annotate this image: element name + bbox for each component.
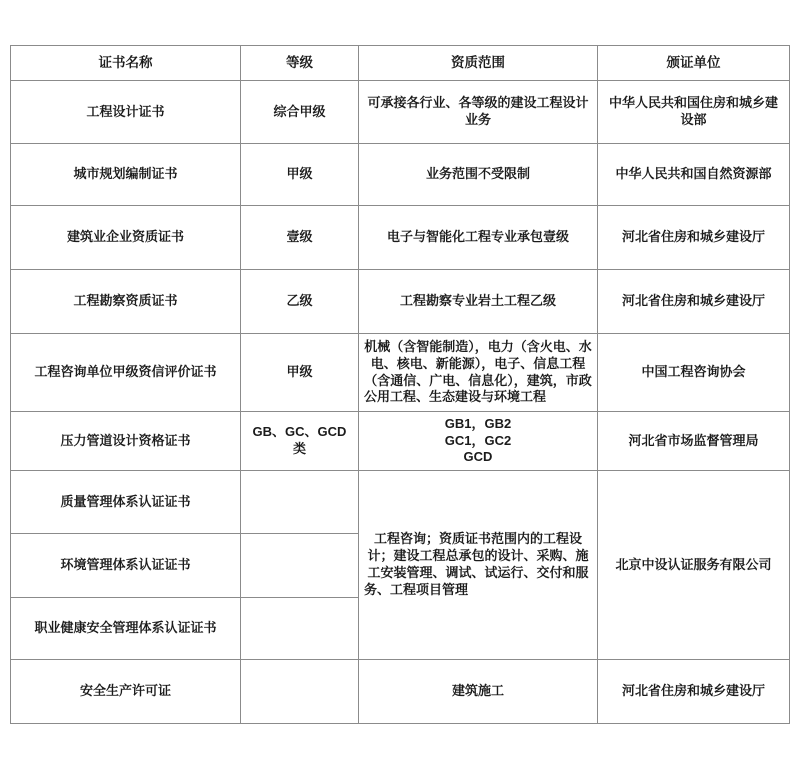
table-row — [11, 144, 790, 206]
cert-name-cell: 城市规划编制证书 — [11, 144, 241, 206]
header-row — [11, 46, 790, 81]
issuer-cell: 河北省住房和城乡建设厅 — [598, 660, 790, 724]
cert-name-cell: 质量管理体系认证证书 — [11, 471, 241, 534]
scope-cell: 机械（含智能制造），电力（含火电、水电、核电、新能源），电子、信息工程（含通信、广电、信息化），建筑，市政公用工程、生态建设与环境工程 — [359, 334, 598, 412]
issuer-cell-merged: 北京中设认证服务有限公司 — [598, 471, 790, 660]
header-cert-name: 证书名称 — [11, 46, 241, 81]
table-row — [11, 81, 790, 144]
issuer-cell: 中华人民共和国住房和城乡建设部 — [598, 81, 790, 144]
level-cell: 壹级 — [241, 206, 359, 270]
cert-name-cell: 建筑业企业资质证书 — [11, 206, 241, 270]
table-row — [11, 660, 790, 724]
header-scope: 资质范围 — [359, 46, 598, 81]
scope-line: GB1，GB2 — [444, 415, 512, 431]
level-cell — [241, 534, 359, 598]
cert-name-cell: 压力管道设计资格证书 — [11, 412, 241, 471]
issuer-cell: 中华人民共和国自然资源部 — [598, 144, 790, 206]
cert-name-cell: 环境管理体系认证证书 — [11, 534, 241, 598]
level-cell — [241, 660, 359, 724]
header-issuer: 颁证单位 — [598, 46, 790, 81]
cert-name-cell: 工程设计证书 — [11, 81, 241, 144]
cert-name-cell: 职业健康安全管理体系认证证书 — [11, 598, 241, 660]
scope-cell: 电子与智能化工程专业承包壹级 — [359, 206, 598, 270]
level-cell: 乙级 — [241, 270, 359, 334]
table-row — [11, 206, 790, 270]
scope-cell: 工程勘察专业岩土工程乙级 — [359, 270, 598, 334]
level-cell: GB、GC、GCD 类 — [241, 412, 359, 471]
cert-name-cell: 工程咨询单位甲级资信评价证书 — [11, 334, 241, 412]
issuer-cell: 河北省市场监督管理局 — [598, 412, 790, 471]
scope-cell: 建筑施工 — [359, 660, 598, 724]
table-row — [11, 471, 790, 534]
cert-name-cell: 安全生产许可证 — [11, 660, 241, 724]
header-level: 等级 — [241, 46, 359, 81]
issuer-cell: 河北省住房和城乡建设厅 — [598, 206, 790, 270]
scope-cell: 业务范围不受限制 — [359, 144, 598, 206]
level-cell — [241, 471, 359, 534]
level-cell: 甲级 — [241, 334, 359, 412]
scope-line: GCD — [463, 449, 493, 465]
table-row — [11, 412, 790, 471]
cert-name-cell: 工程勘察资质证书 — [11, 270, 241, 334]
table-row — [11, 270, 790, 334]
table-row — [11, 334, 790, 412]
scope-line: GC1，GC2 — [444, 432, 512, 448]
scope-cell — [359, 412, 598, 471]
qualification-table — [10, 45, 790, 724]
issuer-cell: 中国工程咨询协会 — [598, 334, 790, 412]
scope-cell-merged: 工程咨询；资质证书范围内的工程设计；建设工程总承包的设计、采购、施工安装管理、调试、试运行、交付和服务、工程项目管理 — [359, 471, 598, 660]
level-cell — [241, 598, 359, 660]
scope-cell: 可承接各行业、各等级的建设工程设计业务 — [359, 81, 598, 144]
level-cell: 综合甲级 — [241, 81, 359, 144]
level-cell: 甲级 — [241, 144, 359, 206]
issuer-cell: 河北省住房和城乡建设厅 — [598, 270, 790, 334]
